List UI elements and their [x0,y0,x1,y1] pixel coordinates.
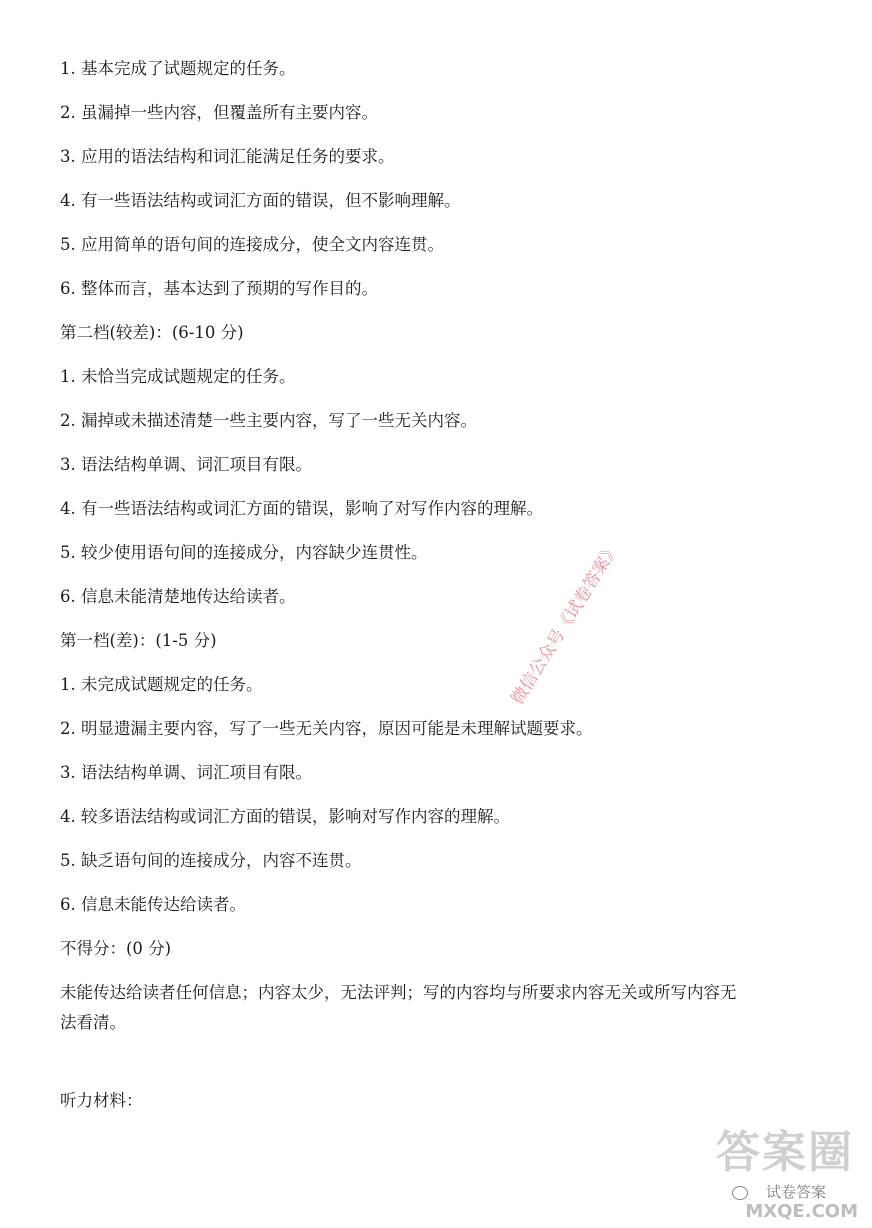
level3-item-2: 2. 虽漏掉一些内容，但覆盖所有主要内容。 [60,103,378,122]
level1-item-5: 5. 缺乏语句间的连接成分，内容不连贯。 [60,851,362,870]
watermark-small-text: 试卷答案 [765,1183,826,1201]
level3-item-5: 5. 应用简单的语句间的连接成分，使全文内容连贯。 [60,235,444,254]
level2-item-4: 4. 有一些语法结构或词汇方面的错误，影响了对写作内容的理解。 [60,499,543,518]
level3-item-6: 6. 整体而言，基本达到了预期的写作目的。 [60,279,378,298]
level0-heading: 不得分：(0 分) [60,939,172,958]
level1-item-6: 6. 信息未能传达给读者。 [60,895,246,914]
level3-item-3: 3. 应用的语法结构和词汇能满足任务的要求。 [60,147,395,166]
level2-item-1: 1. 未恰当完成试题规定的任务。 [60,367,296,386]
diagonal-watermark: 微信公众号《试卷答案》 [507,539,624,709]
level3-item-4: 4. 有一些语法结构或词汇方面的错误，但不影响理解。 [60,191,461,210]
level1-item-2: 2. 明显遗漏主要内容，写了一些无关内容，原因可能是未理解试题要求。 [60,719,593,738]
document-body [60,58,750,1134]
level1-heading: 第一档(差)：(1-5 分) [60,631,217,650]
level2-heading: 第二档(较差)：(6-10 分) [60,323,244,342]
level2-item-2: 2. 漏掉或未描述清楚一些主要内容，写了一些无关内容。 [60,411,477,430]
level1-item-1: 1. 未完成试题规定的任务。 [60,675,263,694]
level2-item-6: 6. 信息未能清楚地传达给读者。 [60,587,296,606]
level1-item-3: 3. 语法结构单调、词汇项目有限。 [60,763,312,782]
level2-item-3: 3. 语法结构单调、词汇项目有限。 [60,455,312,474]
corner-watermark [716,1124,866,1224]
listening-heading: 听力材料： [60,1091,143,1110]
wechat-icon [732,1186,748,1200]
level0-text: 未能传达给读者任何信息；内容太少，无法评判；写的内容均与所要求内容无关或所写内容无法看清。 [60,983,737,1032]
level2-item-5: 5. 较少使用语句间的连接成分，内容缺少连贯性。 [60,543,428,562]
level3-item-1: 1. 基本完成了试题规定的任务。 [60,59,296,78]
watermark-logo-text: 答案圈 [716,1127,854,1178]
level1-item-4: 4. 较多语法结构或词汇方面的错误，影响对写作内容的理解。 [60,807,510,826]
spacer [60,1038,750,1090]
watermark-url: MXQE.COM [745,1201,858,1222]
